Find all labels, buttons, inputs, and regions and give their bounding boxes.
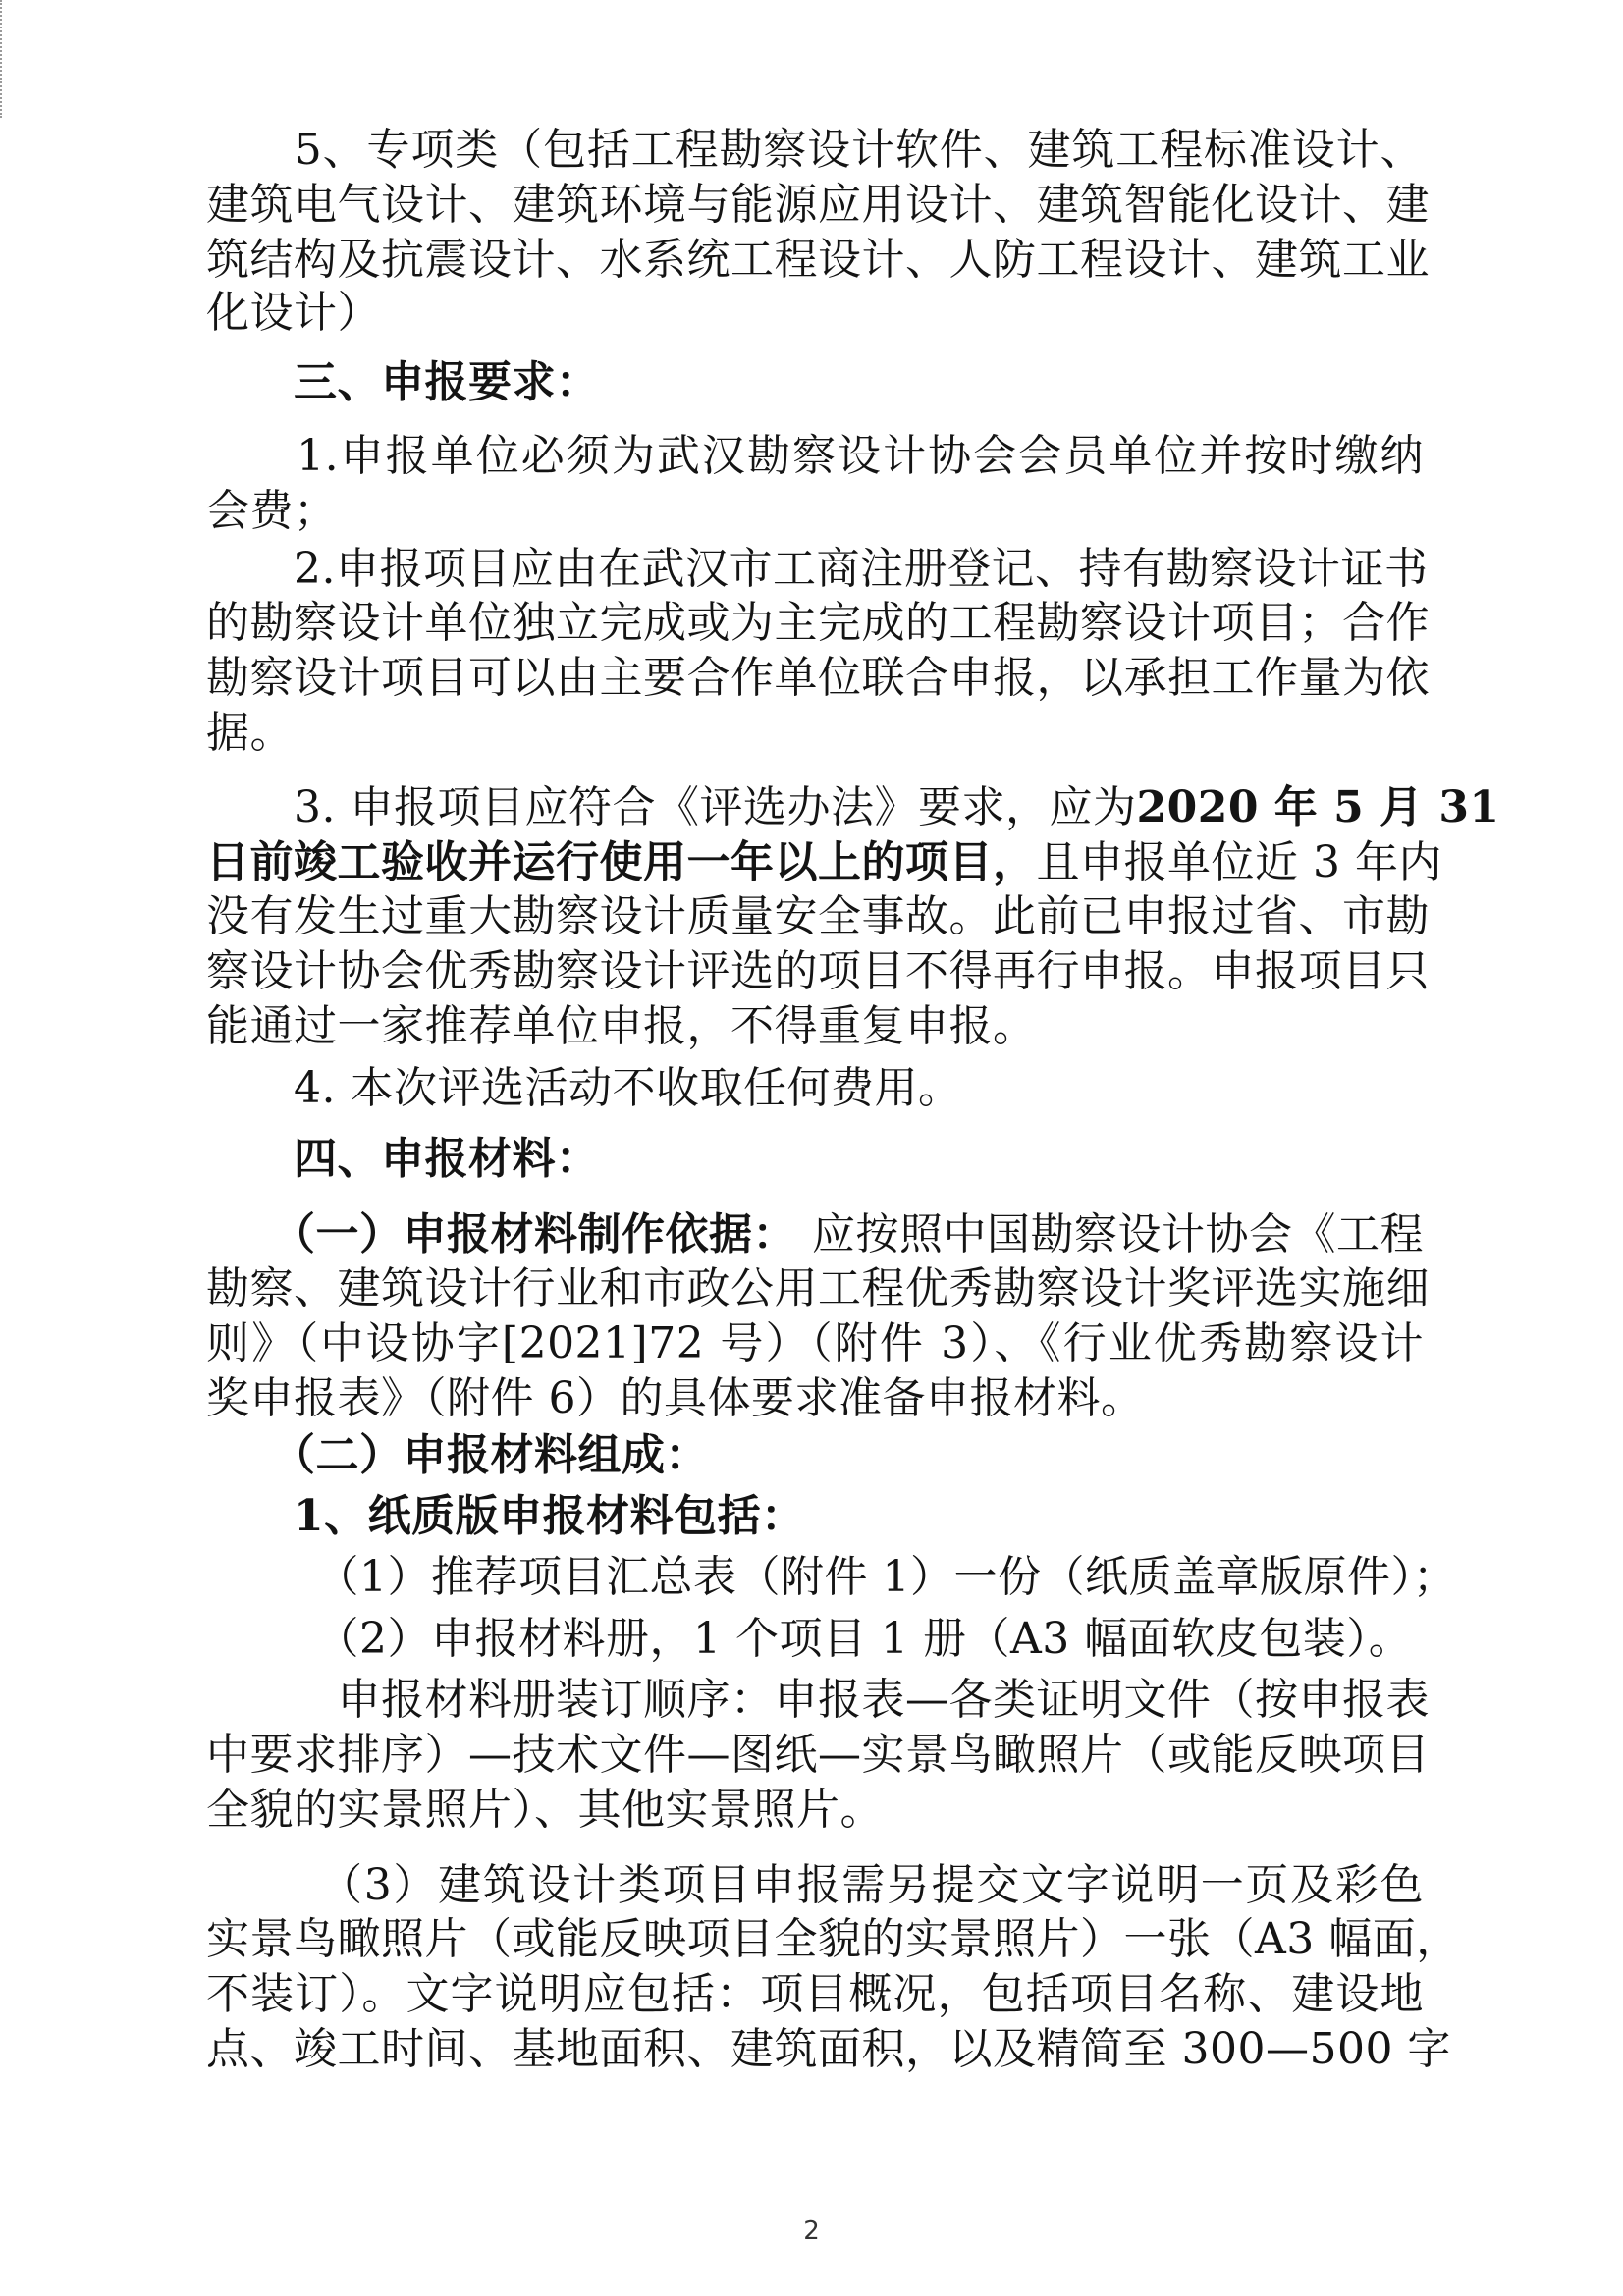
text-line: 奖申报表》（附件 6）的具体要求准备申报材料。 — [206, 1373, 1145, 1423]
scan-edge-marks — [0, 0, 8, 118]
section-heading: 四、申报材料： — [206, 1134, 600, 1184]
text-segment: 且申报单位近 3 年内 — [1036, 837, 1442, 887]
text-line: 化设计） — [206, 288, 381, 338]
text-line — [206, 777, 1500, 838]
text-segment: 应按照中国勘察设计协会《工程 — [812, 1209, 1424, 1259]
text-line — [206, 832, 1442, 893]
text-line: 能通过一家推荐单位申报，不得重复申报。 — [206, 1001, 1037, 1051]
text-line: 建筑电气设计、建筑环境与能源应用设计、建筑智能化设计、建 — [206, 180, 1430, 230]
text-line: 没有发生过重大勘察设计质量安全事故。此前已申报过省、市勘 — [206, 891, 1430, 941]
text-line: 筑结构及抗震设计、水系统工程设计、人防工程设计、建筑工业 — [206, 235, 1430, 285]
text-line: （3）建筑设计类项目申报需另提交文字说明一页及彩色 — [206, 1860, 1424, 1910]
text-line: 4. 本次评选活动不收取任何费用。 — [206, 1063, 962, 1113]
text-line: （2）申报材料册，1 个项目 1 册（A3 幅面软皮包装）。 — [206, 1614, 1413, 1664]
text-line: 察设计协会优秀勘察设计评选的项目不得再行申报。申报项目只 — [206, 946, 1430, 996]
subsection-heading: 1、纸质版申报材料包括： — [206, 1491, 805, 1541]
text-line: 会费； — [206, 486, 338, 536]
text-line: 则》（中设协字[2021]72 号）（附件 3）、《行业优秀勘察设计 — [206, 1318, 1424, 1368]
text-line: 2.申报项目应由在武汉市工商注册登记、持有勘察设计证书 — [206, 544, 1429, 594]
text-line: 点、竣工时间、基地面积、建筑面积，以及精简至 300—500 字 — [206, 2024, 1451, 2074]
text-line: 1.申报单位必须为武汉勘察设计协会会员单位并按时缴纳 — [206, 431, 1424, 481]
text-line: 据。 — [206, 708, 294, 758]
text-line: 全貌的实景照片）、其他实景照片。 — [206, 1785, 884, 1835]
text-line: （1）推荐项目汇总表（附件 1）一份（纸质盖章版原件）； — [206, 1552, 1457, 1602]
text-line: 5、专项类（包括工程勘察设计软件、建筑工程标准设计、 — [206, 125, 1424, 175]
emphasis-text: 2020 年 5 月 31 — [1136, 782, 1500, 832]
text-line: 中要求排序）—技术文件—图纸—实景鸟瞰照片（或能反映项目 — [206, 1730, 1430, 1780]
text-line — [206, 1204, 1424, 1265]
section-heading: 三、申报要求： — [206, 357, 600, 407]
text-line: 不装订）。文字说明应包括：项目概况，包括项目名称、建设地 — [206, 1969, 1424, 2019]
text-line: 实景鸟瞰照片（或能反映项目全貌的实景照片）一张（A3 幅面， — [206, 1914, 1460, 1964]
text-line: 的勘察设计单位独立完成或为主完成的工程勘察设计项目；合作 — [206, 598, 1430, 648]
text-line: 勘察设计项目可以由主要合作单位联合申报，以承担工作量为依 — [206, 653, 1430, 703]
subsection-heading: （二）申报材料组成： — [206, 1430, 709, 1480]
page-number: 2 — [803, 2216, 820, 2246]
subsection-heading: （一）申报材料制作依据： — [206, 1209, 796, 1259]
text-line: 勘察、建筑设计行业和市政公用工程优秀勘察设计奖评选实施细 — [206, 1263, 1430, 1313]
text-line: 申报材料册装订顺序：申报表—各类证明文件（按申报表 — [206, 1675, 1430, 1725]
text-segment: 3. 申报项目应符合《评选办法》要求，应为 — [206, 782, 1137, 832]
emphasis-text: 日前竣工验收并运行使用一年以上的项目， — [206, 837, 1037, 887]
